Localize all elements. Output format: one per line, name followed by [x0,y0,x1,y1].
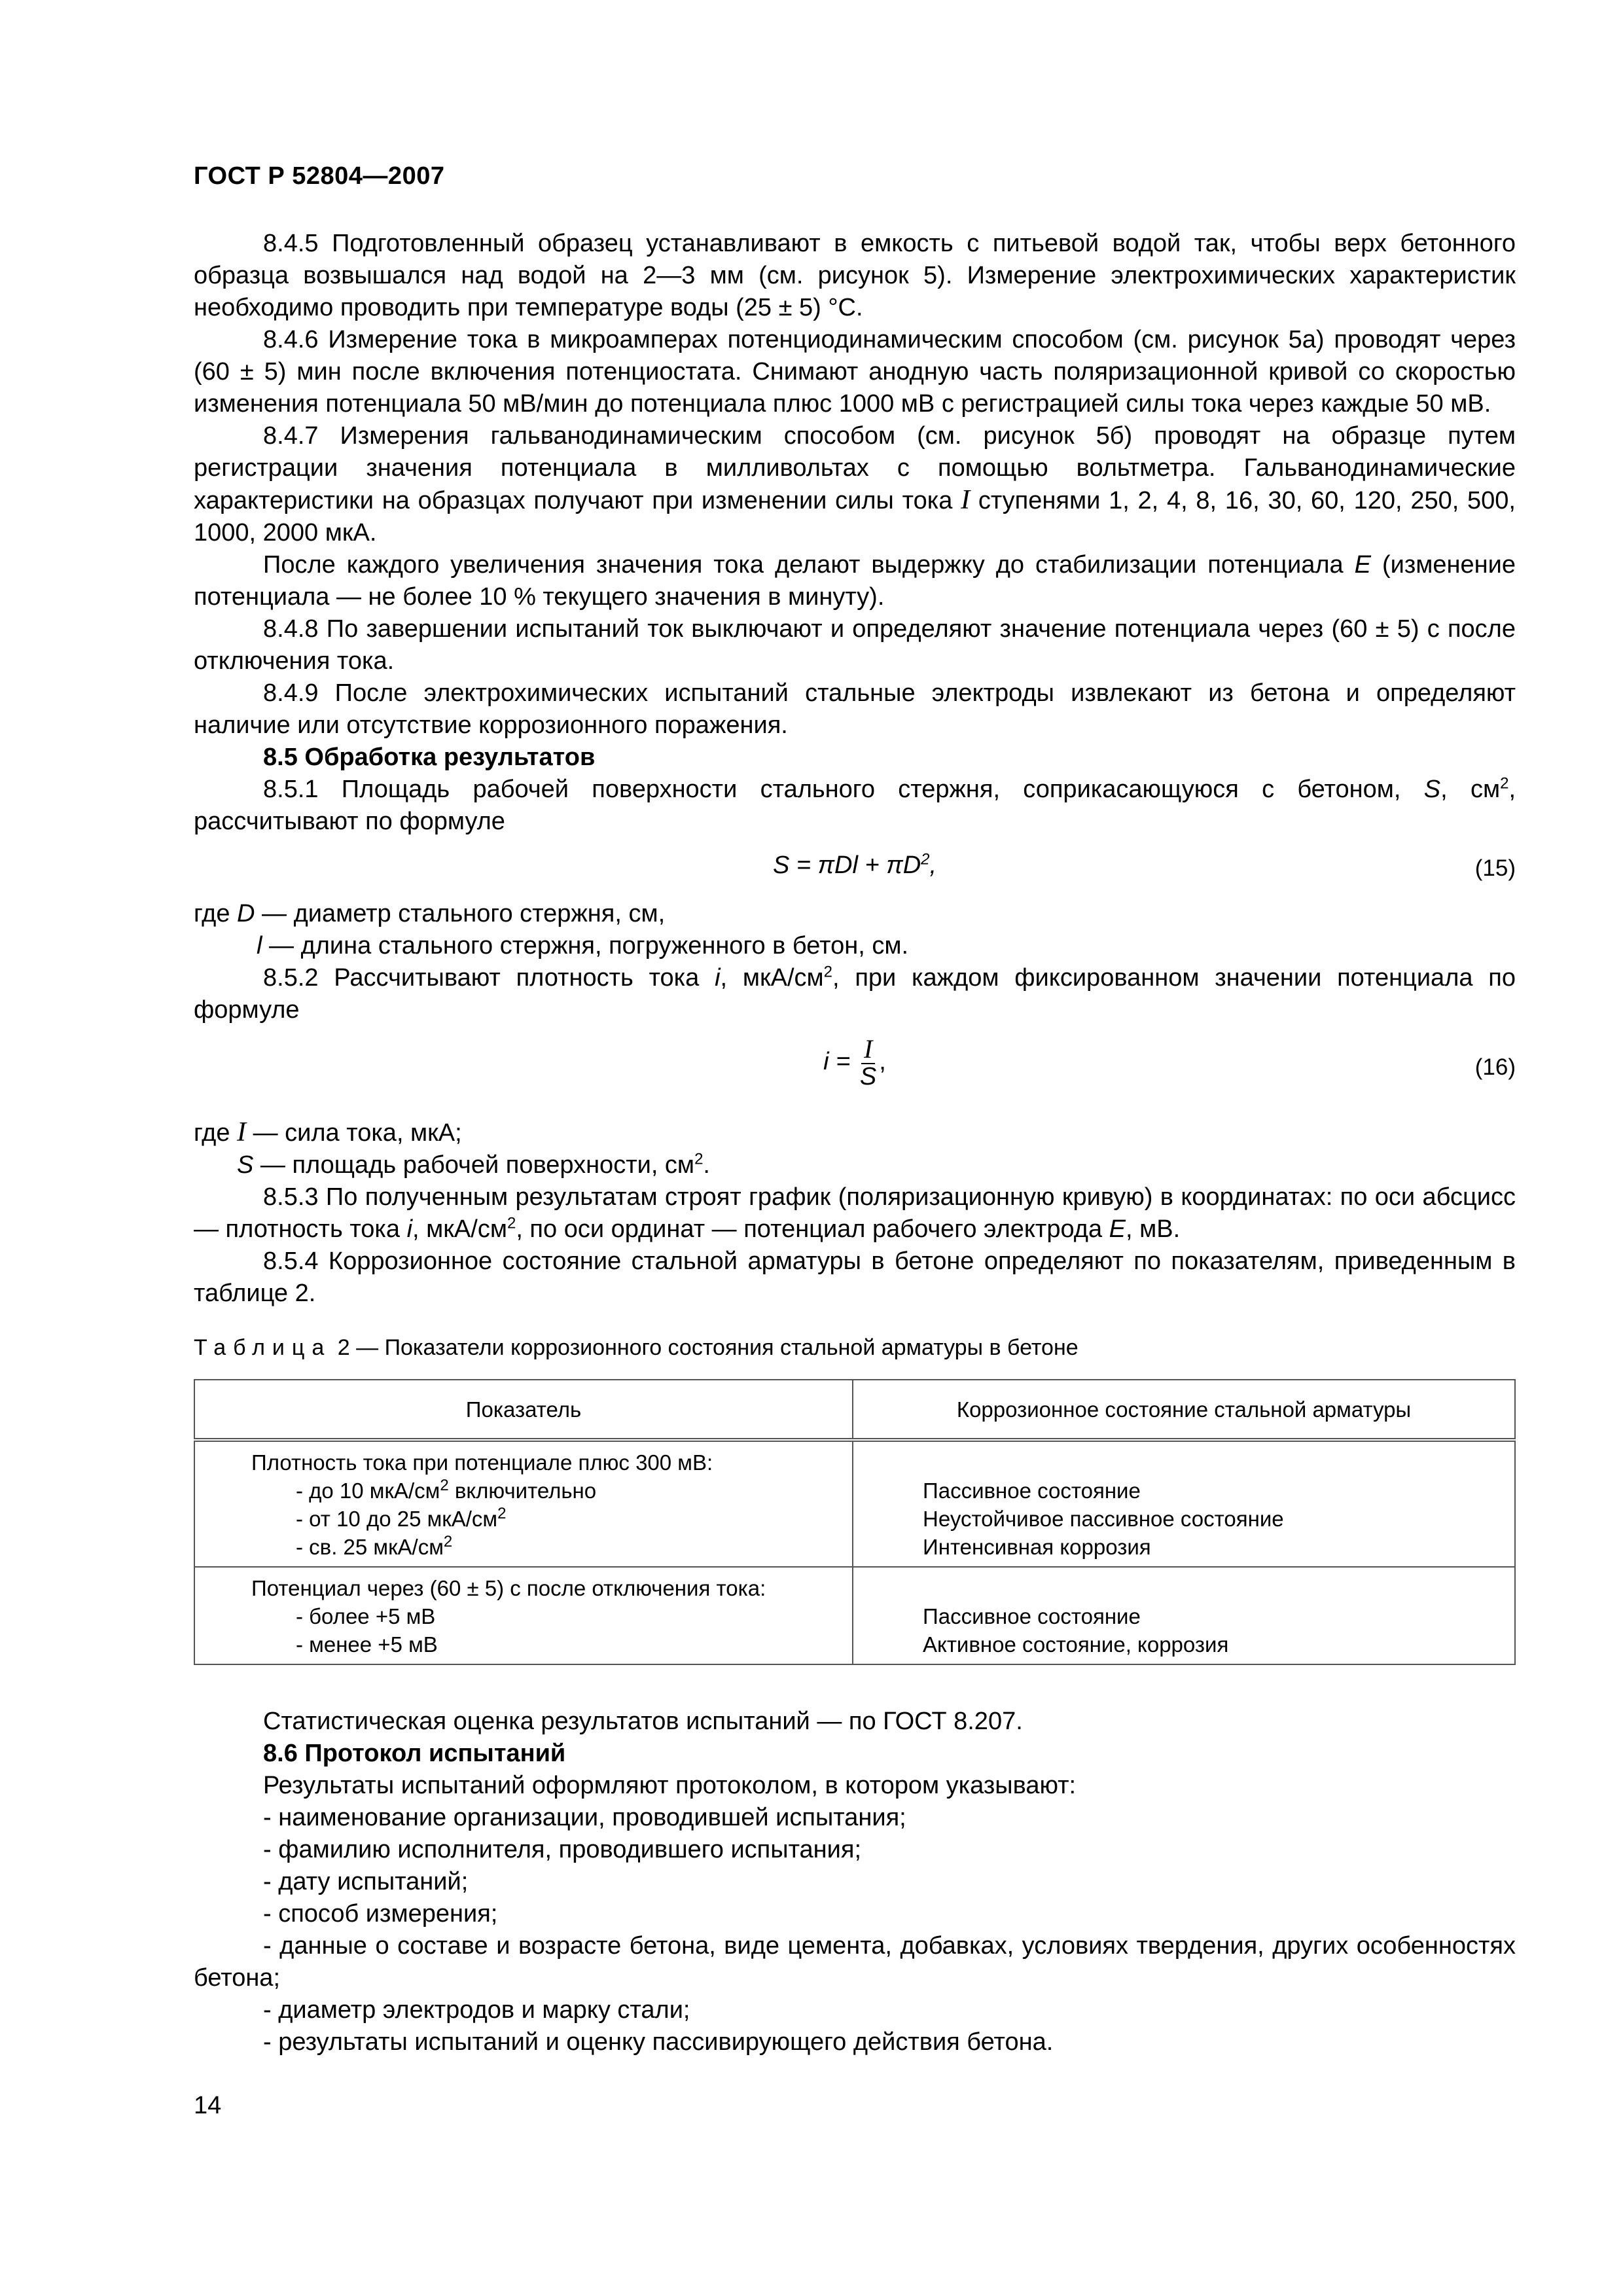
list-item: - способ измерения; [263,1900,498,1928]
document-body [194,228,1516,2058]
cell-line [251,1477,852,1505]
paragraph-8-4-6: 8.4.6 Измерение тока в микроамперах потенциодинамическим способом (см. рисунок 5а) проводят через (60 ± 5) мин после включения потенциостата. Снимают анодную часть поляризационной кривой со скоростью изменения потенциала 50 мВ/мин до потенциала плюс 1000 мВ с регистрацией силы тока через каждые 50 мВ. [194,326,1516,418]
formula-15 [194,850,1516,886]
text: 8.5.3 По полученным результатам строят график (поляризационную кривую) в координатах: по оси абсцисс — плотность тока [194,1183,1516,1243]
protocol-list [194,1802,1516,2058]
cell-line [251,1533,852,1561]
cell-text: - более +5 мВ [296,1604,436,1628]
table-caption [194,1333,1516,1362]
text: . [703,1151,710,1179]
superscript: 2 [443,1533,453,1551]
list-item: - фамилию исполнителя, проводившего испытания; [263,1836,862,1863]
superscript: 2 [694,1150,704,1168]
text: 8.5.2 Рассчитывают плотность тока [263,964,715,992]
formula-text: , [879,1047,886,1075]
text: , мкА/см [720,964,824,992]
symbol: l [257,932,262,960]
formula-expression [194,850,1516,882]
table-cell [853,1440,1515,1567]
cell-text: Интенсивная коррозия [923,1535,1151,1559]
numerator: I [861,1035,875,1064]
text: где [194,900,238,927]
text: , по оси ординат — потенциал рабочего электрода [516,1215,1109,1243]
paragraph-8-4-7 [194,420,1516,549]
area-symbol: S [1423,776,1441,803]
statistical-note: Статистическая оценка результатов испытаний — по ГОСТ 8.207. [263,1708,1023,1735]
symbol: S [237,1151,254,1179]
list-item: - данные о составе и возрасте бетона, виде цемента, добавках, условиях твердения, других особенностях бетона; [194,1932,1516,1992]
symbol: i [406,1215,413,1243]
section-heading-8-6: 8.6 Протокол испытаний [263,1740,566,1767]
text: , см [1440,776,1501,803]
superscript: 2 [823,963,832,981]
cell-text: - менее +5 мВ [296,1632,438,1657]
text: ступенями 1, 2, 4, 8, 16, 30, 60, 120, 250, 500, 1000, 2000 мкА. [194,487,1516,547]
cell-text: Плотность тока при потенциале плюс 300 мВ: [251,1450,713,1475]
formula-expression [194,1035,1516,1090]
list-item: - дату испытаний; [263,1868,469,1895]
table-2 [194,1379,1516,1665]
caption-text: — Показатели коррозионного состояния стальной арматуры в бетоне [349,1335,1079,1360]
cell-text: - св. 25 мкА/см [296,1535,444,1559]
cell-text: включительно [448,1479,597,1503]
paragraph-8-5-1 [194,774,1516,838]
where-d [194,898,1516,930]
formula-16 [194,1035,1516,1101]
paragraph-8-5-2 [194,962,1516,1026]
formula-text: , [929,852,937,879]
column-header: Коррозионное состояние стальной арматуры [853,1380,1515,1440]
superscript: 2 [921,850,930,869]
text: — сила тока, мкА; [246,1119,462,1147]
symbol: D [237,900,255,927]
symbol: i [715,964,721,992]
paragraph-8-4-9: 8.4.9 После электрохимических испытаний стальные электроды извлекают из бетона и определяют наличие или отсутствие коррозионного поражения. [194,679,1516,739]
table-row [194,1567,1515,1664]
table-cell [194,1440,853,1567]
paragraph-8-4-8: 8.4.8 По завершении испытаний ток выключают и определяют значение потенциала через (60 ± 5) с после отключения тока. [194,615,1516,675]
document-header: ГОСТ Р 52804—2007 [194,162,445,190]
cell-text: - от 10 до 25 мкА/см [296,1507,498,1531]
text: После каждого увеличения значения тока делают выдержку до стабилизации потенциала [263,551,1355,579]
text: , при каждом фиксированном значении потенциала по формуле [194,964,1516,1024]
cell-text: Пассивное состояние [923,1604,1141,1628]
formula-number: (15) [1474,855,1516,881]
table-cell [194,1567,853,1664]
where-l [194,930,1516,962]
cell-text: Потенциал через (60 ± 5) с после отключения тока: [251,1576,766,1600]
current-symbol: I [961,485,971,515]
list-item: - результаты испытаний и оценку пассивирующего действия бетона. [263,2028,1054,2056]
table-header-row [194,1380,1515,1440]
text: — длина стального стержня, погруженного в бетон, см. [262,932,909,960]
formula-text: S = πDl + πD [772,852,921,879]
symbol: I [237,1117,247,1147]
paragraph-8-4-7-cont [194,549,1516,613]
where-s [194,1149,1516,1181]
text: 8.5.1 Площадь рабочей поверхности стального стержня, соприкасающуюся с бетоном, [263,776,1424,803]
table-cell [853,1567,1515,1664]
text: 8.4.7 Измерения гальванодинамическим способом (см. рисунок 5б) проводят на образце путем регистрации значения потенциала в милливольтах с помощью вольтметра. Гальванодинамические характеристики на образцах получают при изменении силы тока [194,422,1516,514]
superscript: 2 [440,1477,449,1494]
section-heading-8-5: 8.5 Обработка результатов [263,744,596,771]
list-item: - наименование организации, проводившей испытания; [263,1804,906,1831]
cell-text: - до 10 мкА/см [296,1479,440,1503]
caption-number: 2 [337,1335,350,1360]
list-item: - диаметр электродов и марку стали; [263,1996,690,2024]
text: где [194,1119,238,1147]
protocol-intro: Результаты испытаний оформляют протоколом, в котором указывают: [263,1772,1077,1799]
potential-symbol: E [1354,551,1371,579]
cell-line [251,1505,852,1533]
paragraph-8-4-5: 8.4.5 Подготовленный образец устанавливают в емкость с питьевой водой так, чтобы верх бетонного образца возвышался над водой на 2—3 мм (см. рисунок 5). Измерение электрохимических характеристик необходимо проводить при температуре воды (25 ± 5) °С. [194,230,1516,321]
text: , мВ. [1126,1215,1181,1243]
column-header: Показатель [194,1380,853,1440]
page-number: 14 [194,2092,222,2119]
where-i [194,1117,1516,1149]
formula-text: i = [823,1047,851,1075]
paragraph-8-5-3 [194,1181,1516,1246]
text: — диаметр стального стержня, см, [255,900,666,927]
denominator: S [859,1063,877,1090]
text: , рассчитывают по формуле [194,776,1516,835]
caption-word: Таблица [194,1335,332,1360]
superscript: 2 [497,1505,507,1522]
symbol: E [1109,1215,1126,1243]
table-row [194,1440,1515,1567]
cell-text: Неустойчивое пассивное состояние [923,1507,1284,1531]
superscript: 2 [1500,774,1509,793]
text: — площадь рабочей поверхности, см [253,1151,695,1179]
cell-text: Активное состояние, коррозия [923,1632,1229,1657]
fraction [857,1035,879,1090]
cell-text: Пассивное состояние [923,1479,1141,1503]
text: , мкА/см [412,1215,507,1243]
superscript: 2 [507,1214,516,1232]
paragraph-8-5-4: 8.5.4 Коррозионное состояние стальной арматуры в бетоне определяют по показателям, приведенным в таблице 2. [194,1247,1516,1307]
text: (изменение потенциала — не более 10 % текущего значения в минуту). [194,551,1516,611]
formula-number: (16) [1474,1054,1516,1080]
